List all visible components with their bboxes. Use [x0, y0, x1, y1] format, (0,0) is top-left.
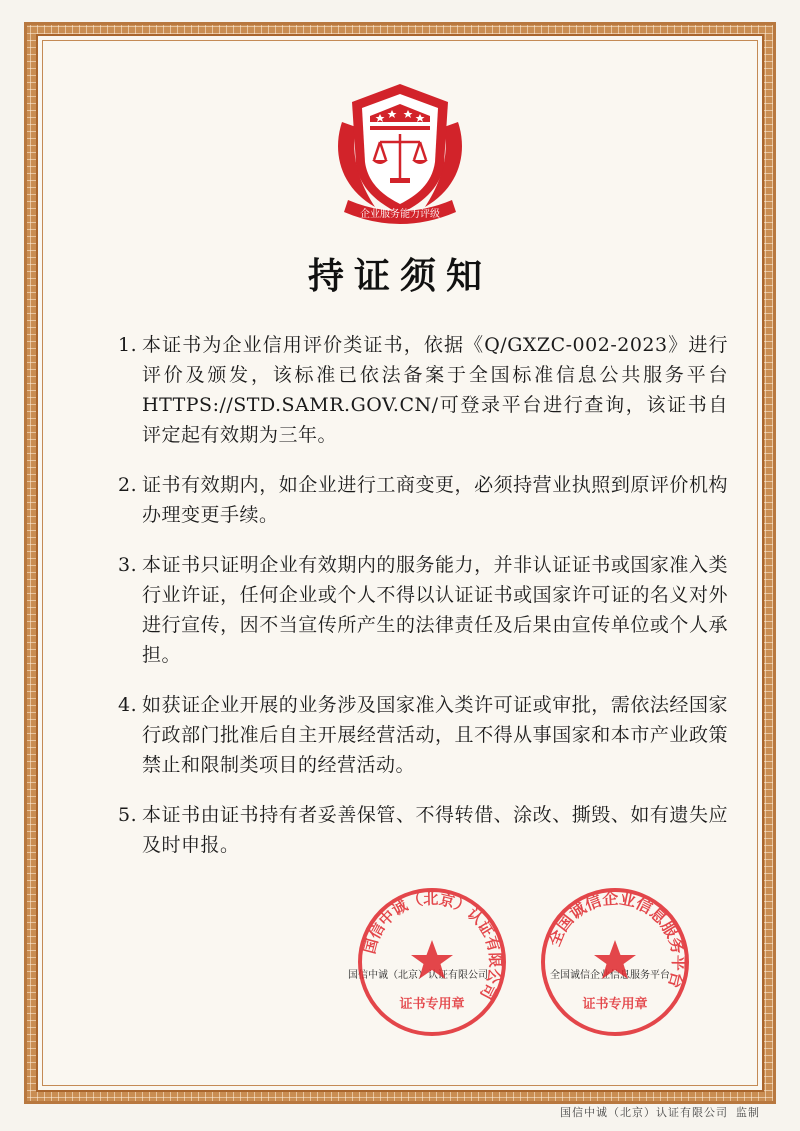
notice-number: 3. — [118, 554, 138, 576]
notice-number: 4. — [118, 694, 138, 716]
footer-role: 监制 — [736, 1106, 760, 1119]
seal-bottom-text: 证书专用章 — [582, 997, 648, 1012]
company-seal-stamp-icon — [352, 882, 512, 1042]
page-title: 持证须知 — [307, 256, 492, 297]
notice-item-4 — [118, 690, 728, 780]
footer-org: 国信中诚（北京）认证有限公司 — [560, 1106, 728, 1119]
seal-bottom-text: 证书专用章 — [399, 997, 465, 1012]
seal-ring-text: 全国诚信企业信息服务平台 — [544, 888, 689, 991]
notice-number: 2. — [118, 474, 138, 496]
notice-text: 本证书为企业信用评价类证书，依据《Q/GXZC-002-2023》进行评价及颁发，该标准已依法备案于全国标准信息公共服务平台HTTPS://STD.SAMR.GOV.CN/可登录平台进行查询，该证书自评定起有效期为三年。 — [142, 334, 728, 446]
notice-item-5 — [118, 800, 728, 860]
notice-item-2 — [118, 470, 728, 530]
seal-ring-text: 国信中诚（北京）认证有限公司 — [360, 889, 505, 1003]
notice-text: 如获证企业开展的业务涉及国家准入类许可证或审批，需依法经国家行政部门批准后自主开展经营活动，且不得从事国家和本市产业政策禁止和限制类项目的经营活动。 — [142, 694, 728, 776]
platform-seal-stamp-icon — [535, 882, 695, 1042]
svg-text:全国诚信企业信息服务平台 — [544, 889, 688, 991]
notice-list — [118, 330, 728, 880]
footer — [560, 1104, 760, 1120]
seal-caption-right: 全国诚信企业信息服务平台 — [550, 970, 670, 981]
notice-item-1 — [118, 330, 728, 450]
notice-text: 本证书只证明企业有效期内的服务能力，并非认证证书或国家准入类行业许证，任何企业或个人不得以认证证书或国家许可证的名义对外进行宣传，因不当宣传所产生的法律责任及后果由宣传单位或个人承担。 — [142, 554, 728, 666]
notice-text: 证书有效期内，如企业进行工商变更，必须持营业执照到原评价机构办理变更手续。 — [142, 474, 728, 526]
notice-item-3 — [118, 550, 728, 670]
emblem-ribbon-text: 企业服务能力评级 — [360, 209, 440, 220]
scales-shield-emblem-icon — [320, 72, 480, 232]
notice-number: 5. — [118, 804, 138, 826]
seal-caption-left: 国信中诚（北京）认证有限公司 — [348, 970, 488, 981]
notice-text: 本证书由证书持有者妥善保管、不得转借、涂改、撕毁、如有遗失应及时申报。 — [142, 804, 728, 856]
notice-number: 1. — [118, 334, 138, 356]
